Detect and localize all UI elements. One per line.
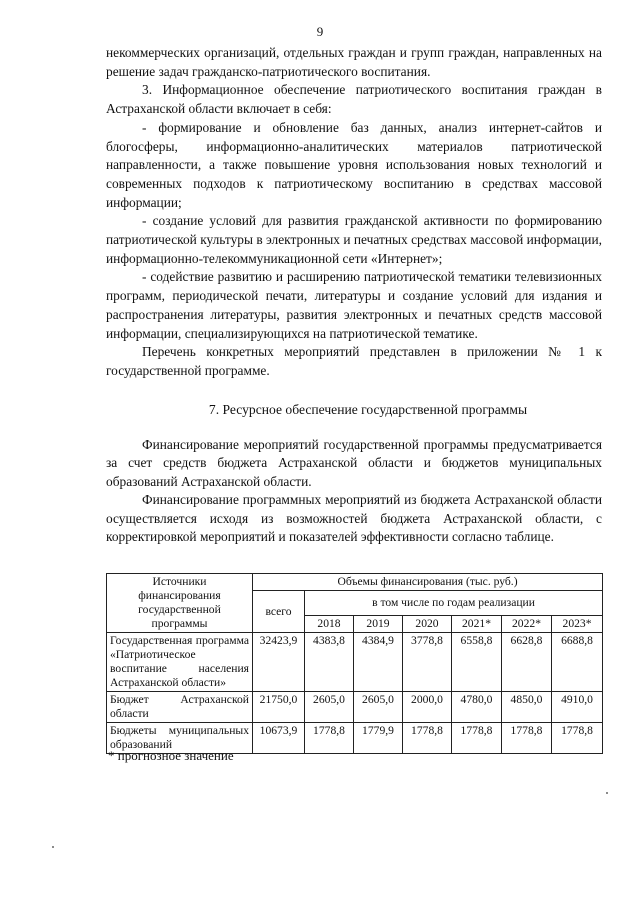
paragraph: некоммерческих организаций, отдельных граждан и групп граждан, направленных на решение задач гражданско-патриотического воспитания. xyxy=(106,45,602,79)
row-value: 6558,8 xyxy=(452,633,502,692)
table-row xyxy=(107,692,603,723)
bullet-item: - создание условий для развития гражданской активности по формированию патриотической культуры в электронных и печатных средствах массовой информации, информационно-телекоммуникационной сети «Интернет»; xyxy=(106,213,602,266)
paragraph: Перечень конкретных мероприятий представлен в приложении № 1 к государственной программе. xyxy=(106,344,602,378)
bullet-item: - формирование и обновление баз данных, анализ интернет-сайтов и блогосферы, информационно-аналитических материалов патриотической направленности, а также повышение уровня использования новых технологий и современных подходов к патриотическому воспитанию в средствах массовой информации; xyxy=(106,119,602,210)
header-by-year: в том числе по годам реализации xyxy=(305,591,603,616)
row-value: 1779,9 xyxy=(354,723,403,754)
row-source: Бюджет Астраханской области xyxy=(107,692,253,723)
page-number: 9 xyxy=(316,24,324,39)
header-year: 2021* xyxy=(452,616,502,633)
paragraph: 3. Информационное обеспечение патриотического воспитания граждан в Астраханской области включает в себя: xyxy=(106,82,602,117)
row-value: 1778,8 xyxy=(502,723,552,754)
row-value: 4384,9 xyxy=(354,633,403,692)
header-year: 2019 xyxy=(354,616,403,633)
row-value: 6628,8 xyxy=(502,633,552,692)
row-value: 3778,8 xyxy=(403,633,452,692)
row-value: 4850,0 xyxy=(502,692,552,723)
paragraph: Финансирование программных мероприятий из бюджета Астраханской области осуществляется исходя из возможностей бюджета Астраханской области, с корректировкой мероприятий и показателей эффективности согласно таблице. xyxy=(106,492,602,545)
scan-speck xyxy=(52,846,54,848)
row-value: 1778,8 xyxy=(403,723,452,754)
row-value: 1778,8 xyxy=(552,723,603,754)
header-source: Источники финансирования государственной программы xyxy=(107,574,253,633)
funding-table xyxy=(106,573,603,754)
row-source: Государственная программа «Патриотическое воспитание населения Астраханской области» xyxy=(107,633,253,692)
row-value: 1778,8 xyxy=(452,723,502,754)
row-value: 4780,0 xyxy=(452,692,502,723)
header-year: 2023* xyxy=(552,616,603,633)
row-value: 4383,8 xyxy=(305,633,354,692)
row-value: 2605,0 xyxy=(305,692,354,723)
header-year: 2022* xyxy=(502,616,552,633)
header-volumes: Объемы финансирования (тыс. руб.) xyxy=(253,574,603,591)
bullet-item: - содействие развитию и расширению патриотической тематики телевизионных программ, периодической печати, литературы и создание условий для издания и распространения литературы, развития электронных и печатных средств массовой информации, специализирующихся на патриотической тематике. xyxy=(106,269,602,341)
row-total: 32423,9 xyxy=(253,633,305,692)
row-value: 4910,0 xyxy=(552,692,603,723)
row-total: 21750,0 xyxy=(253,692,305,723)
footnote: * прогнозное значение xyxy=(108,748,234,763)
table-row xyxy=(107,633,603,692)
row-value: 2000,0 xyxy=(403,692,452,723)
paragraph: Финансирование мероприятий государственной программы предусматривается за счет средств бюджета Астраханской области и бюджетов муниципальных образований Астраханской области. xyxy=(106,437,602,489)
scan-speck xyxy=(606,792,608,794)
header-year: 2020 xyxy=(403,616,452,633)
header-year: 2018 xyxy=(305,616,354,633)
body-text xyxy=(106,44,602,381)
row-value: 2605,0 xyxy=(354,692,403,723)
row-total: 10673,9 xyxy=(253,723,305,754)
section-text xyxy=(106,436,602,546)
header-total: всего xyxy=(253,591,305,633)
row-value: 1778,8 xyxy=(305,723,354,754)
row-value: 6688,8 xyxy=(552,633,603,692)
section-heading: 7. Ресурсное обеспечение государственной программы xyxy=(208,402,528,417)
row-source: Бюджеты муниципальных образований xyxy=(107,723,253,754)
